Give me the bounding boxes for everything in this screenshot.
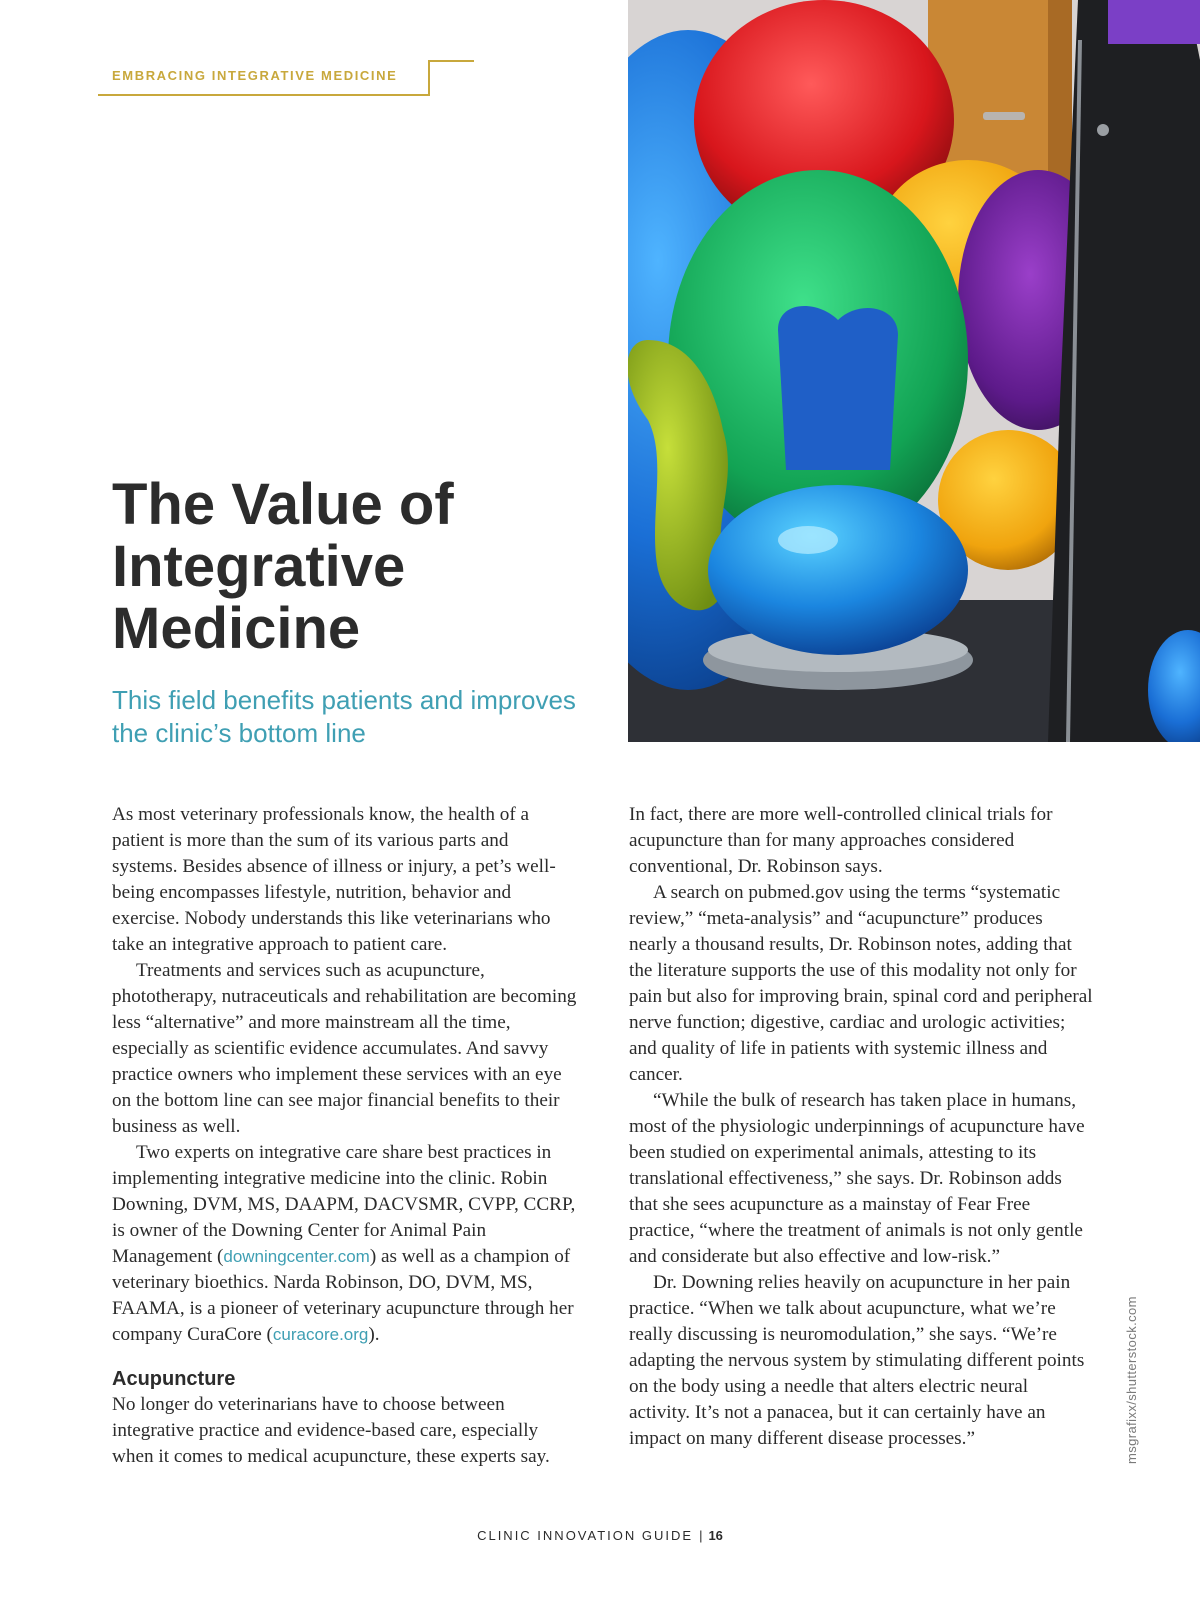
body-paragraph: A search on pubmed.gov using the terms “systematic review,” “meta-analysis” and “acupuncture” produces nearly a thousand results, Dr. Robinson notes, adding that the literature supports the use of this modality not only for pain but also for improving brain, spinal cord and peripheral nerve function; digestive, cardiac and urologic activities; and quality of life in patients with systemic illness and cancer. <box>629 882 1093 1085</box>
section-tag-text: EMBRACING INTEGRATIVE MEDICINE <box>112 68 398 83</box>
body-text: ) as well as a champion of veterinary bioethics. Narda Robinson, DO, DVM, MS, FAAMA, is a pioneer of veterinary acupuncture through her company CuraCore ( <box>112 1246 574 1345</box>
page-footer <box>0 1528 1200 1543</box>
body-paragraph: “While the bulk of research has taken place in humans, most of the physiologic underpinnings of acupuncture have been studied on experimental animals, attesting to its translational effectiveness,” she says. Dr. Robinson adds that she sees acupuncture as a mainstay of Fear Free practice, “where the treatment of animals is not only gentle and considerate but also effective and low-risk.” <box>629 1090 1085 1267</box>
article-subtitle: This field benefits patients and improves the clinic’s bottom line <box>112 685 576 748</box>
curacore-link[interactable]: curacore.org <box>272 1325 369 1344</box>
page-number: 16 <box>708 1528 723 1543</box>
section-tag-underline <box>98 94 430 96</box>
footer-label: CLINIC INNOVATION GUIDE <box>477 1528 694 1543</box>
body-paragraph: No longer do veterinarians have to choose between integrative practice and evidence-based care, especially when it comes to medical acupuncture, these experts say. <box>112 1394 550 1467</box>
body-paragraph: As most veterinary professionals know, the health of a patient is more than the sum of its various parts and systems. Besides absence of illness or injury, a pet’s well-being encompasses lifestyle, nutrition, behavior and exercise. Nobody understands this like veterinarians who take an integrative approach to patient care. <box>112 804 556 955</box>
section-heading-acupuncture: Acupuncture <box>112 1368 236 1390</box>
section-tag <box>98 60 476 96</box>
body-paragraph: Treatments and services such as acupuncture, phototherapy, nutraceuticals and rehabilitation are becoming less “alternative” and more mainstream all the time, especially as scientific evidence accumulates. And savvy practice owners who implement these services with an eye on the bottom line can see major financial benefits to their business as well. <box>112 960 577 1137</box>
body-text: ). <box>368 1324 380 1345</box>
section-tag-bracket <box>428 60 430 96</box>
body-paragraph <box>112 1140 577 1348</box>
body-column-left <box>112 802 577 1470</box>
article-title: The Value of Integrative Medicine <box>112 472 454 661</box>
body-paragraph: Dr. Downing relies heavily on acupuncture in her pain practice. “When we talk about acupuncture, what we’re really discussing is neuromodulation,” she says. “We’re adapting the nervous system by stimulating different points on the body using a needle that alters electric neural activity. It’s not a panacea, but it can certainly have an impact on many different disease processes.” <box>629 1272 1085 1449</box>
downingcenter-link[interactable]: downingcenter.com <box>223 1247 370 1266</box>
body-column-right <box>629 802 1093 1452</box>
photo-credit: msgrafixx/shutterstock.com <box>1124 1296 1139 1464</box>
section-tag-bracket-top <box>428 60 474 62</box>
body-text: Two experts on integrative care share best practices in implementing integrative medicine into the clinic. Robin Downing, DVM, MS, DAAPM, DACVSMR, CVPP, CCRP, is owner of the Downing Center for Animal Pain Management ( <box>112 1142 576 1267</box>
hero-photo-therapy-balls <box>628 0 1200 742</box>
footer-separator: | <box>699 1528 703 1543</box>
body-paragraph: In fact, there are more well-controlled clinical trials for acupuncture than for many approaches considered conventional, Dr. Robinson says. <box>629 804 1053 877</box>
